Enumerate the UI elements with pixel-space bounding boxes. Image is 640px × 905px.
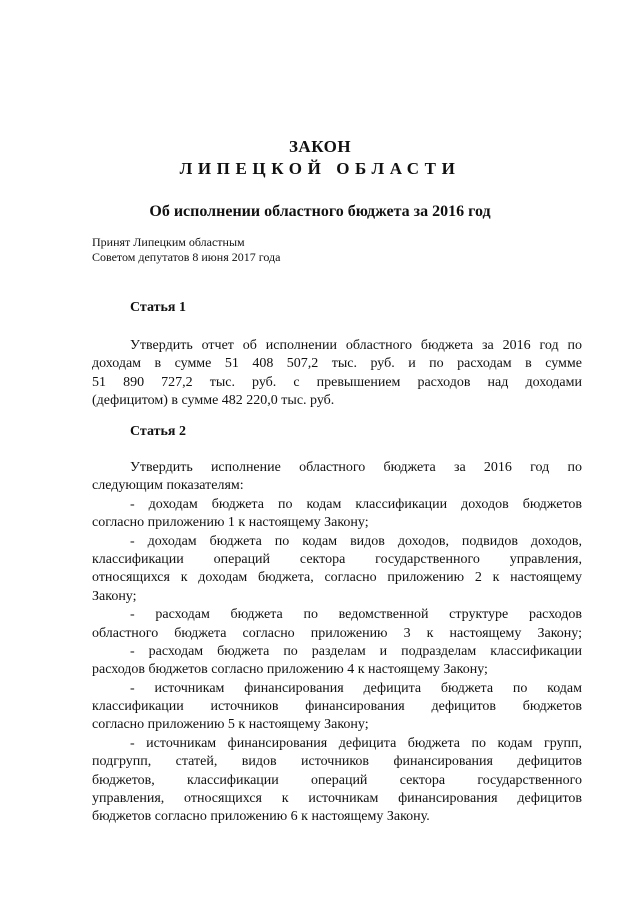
adoption-note (92, 235, 280, 265)
list-item-line: - доходам бюджета по кодам классификации доходов бюджетов (130, 496, 582, 512)
article-2-heading: Статья 2 (130, 424, 186, 439)
text-line: доходам в сумме 51 408 507,2 тыс. руб. и по расходам в сумме (92, 356, 582, 372)
list-item-line: - расходам бюджета по ведомственной структуре расходов (130, 607, 582, 623)
article-1-text (92, 337, 582, 411)
adoption-line: Советом депутатов 8 июня 2017 года (92, 250, 281, 264)
list-item-line: управления, относящихся к источникам финансирования дефицитов (92, 791, 582, 807)
article-1-heading: Статья 1 (130, 300, 186, 315)
list-item-line: областного бюджета согласно приложению 3 к настоящему Закону; (92, 625, 582, 641)
law-title: ЗАКОН (288, 137, 352, 156)
article-2-text (92, 459, 582, 827)
list-item-line: согласно приложению 5 к настоящему Закону; (92, 717, 369, 733)
text-line: Утвердить исполнение областного бюджета за 2016 год по (130, 460, 582, 475)
list-item-line: - источникам финансирования дефицита бюджета по кодам групп, (130, 735, 582, 751)
list-item-line: бюджетов, классификации операций сектора государственного (92, 772, 582, 788)
list-item-line: согласно приложению 1 к настоящему Закону; (92, 515, 369, 531)
adoption-line: Принят Липецким областным (92, 235, 245, 249)
law-subject: Об исполнении областного бюджета за 2016 год (149, 203, 491, 220)
region-title: ЛИПЕЦКОЙ ОБЛАСТИ (179, 159, 461, 178)
list-item-line: классификации операций сектора государственного управления, (92, 551, 582, 567)
list-item-line: классификации источников финансирования дефицитов бюджетов (92, 699, 582, 715)
list-item-line: бюджетов согласно приложению 6 к настоящему Закону. (92, 809, 430, 825)
list-item-line: - источникам финансирования дефицита бюджета по кодам (130, 680, 582, 696)
list-item-line: расходов бюджетов согласно приложению 4 к настоящему Закону; (92, 662, 488, 678)
list-item-line: подгрупп, статей, видов источников финансирования дефицитов (92, 754, 582, 770)
list-item-line: - расходам бюджета по разделам и подразделам классификации (130, 643, 582, 659)
text-line: следующим показателям: (92, 478, 244, 494)
list-item-line: относящихся к доходам бюджета, согласно приложению 2 к настоящему (92, 570, 582, 586)
text-line: 51 890 727,2 тыс. руб. с превышением расходов над доходами (92, 374, 582, 390)
text-line: Утвердить отчет об исполнении областного бюджета за 2016 год по (130, 338, 582, 353)
text-line: (дефицитом) в сумме 482 220,0 тыс. руб. (92, 393, 335, 409)
list-item-line: Закону; (92, 588, 137, 604)
list-item-line: - доходам бюджета по кодам видов доходов, подвидов доходов, (130, 533, 582, 549)
